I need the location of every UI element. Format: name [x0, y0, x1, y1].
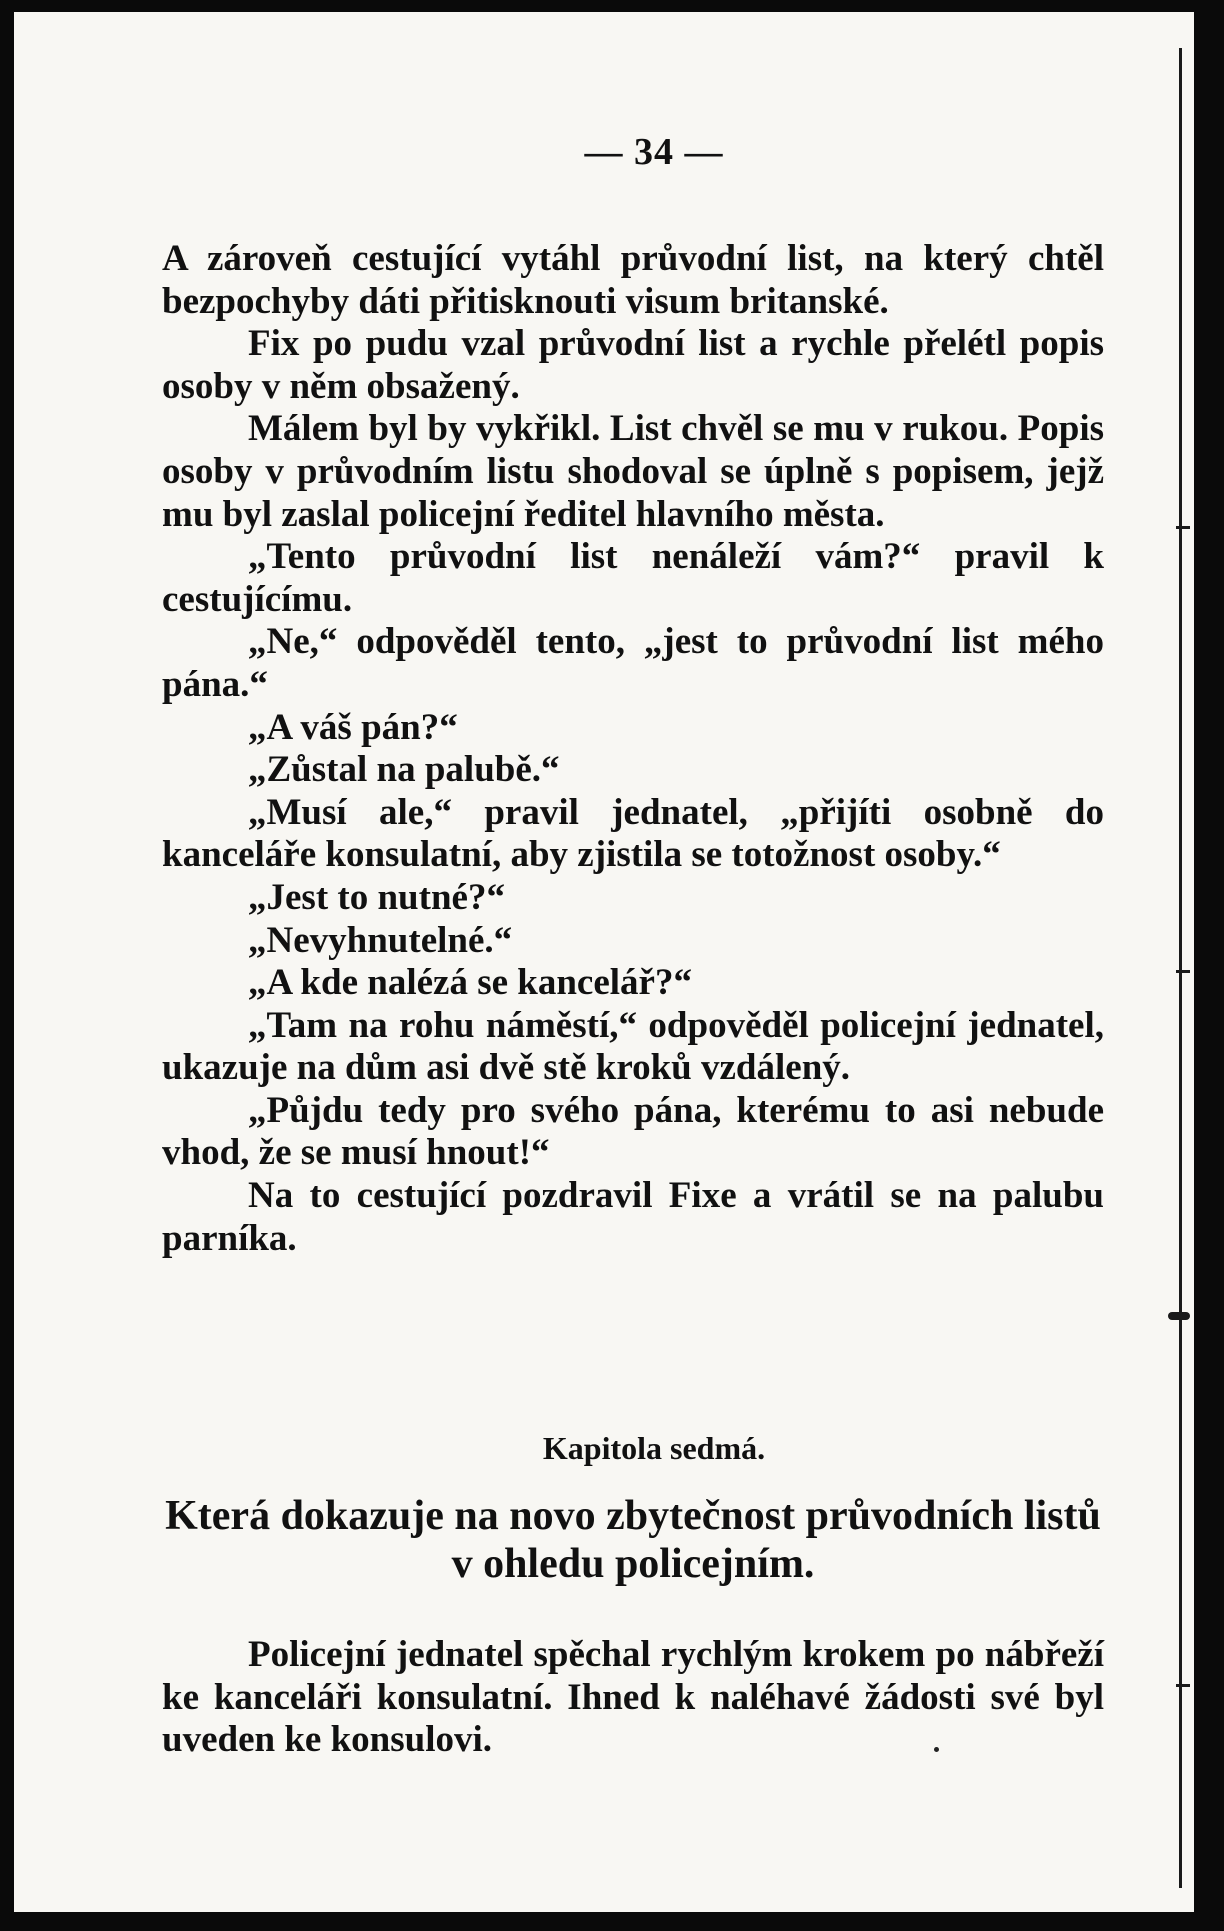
paragraph: A zároveň cestující vytáhl průvodní list, na který chtěl bezpochyby dáti přitisknouti visum britanské. [162, 238, 1104, 322]
paragraph: Policejní jednatel spěchal rychlým krokem po nábřeží ke kanceláři konsulatní. Ihned k naléhavé žádosti své byl uveden ke konsulovi. [162, 1634, 1104, 1761]
paragraph: „Jest to nutné?“ [248, 876, 505, 918]
paragraph: „A kde nalézá se kancelář?“ [248, 962, 692, 1004]
paragraph: „Zůstal na palubě.“ [248, 749, 560, 791]
paragraph: „A váš pán?“ [248, 706, 458, 748]
page-edge-mark [1176, 1684, 1190, 1687]
paragraph: Málem byl by vykřikl. List chvěl se mu v rukou. Popis osoby v průvodním listu shodoval se úplně s popisem, jejž mu byl zaslal policejní ředitel hlavního města. [162, 408, 1104, 535]
page-edge-mark [1176, 526, 1190, 529]
chapter-title: Která dokazuje na novo zbytečnost průvodních listů v ohledu policejním. [165, 1493, 1101, 1587]
paragraph: „Tento průvodní list nenáleží vám?“ pravil k cestujícímu. [162, 536, 1104, 620]
print-speck [934, 1747, 939, 1752]
page-edge-mark [1168, 1312, 1190, 1320]
paragraph: Fix po pudu vzal průvodní list a rychle přelétl popis osoby v něm obsažený. [162, 323, 1104, 407]
paragraph: „Musí ale,“ pravil jednatel, „přijíti osobně do kanceláře konsulatní, aby zjistila se totožnost osoby.“ [162, 791, 1104, 876]
body-text-top [162, 238, 1104, 1260]
paragraph: „Půjdu tedy pro svého pána, kterému to asi nebude vhod, že se musí hnout!“ [162, 1089, 1104, 1174]
book-page [14, 12, 1194, 1912]
paragraph: „Ne,“ odpověděl tento, „jest to průvodní list mého pána.“ [162, 621, 1104, 705]
paragraph: „Tam na rohu náměstí,“ odpověděl policejní jednatel, ukazuje na dům asi dvě stě kroků vzdálený. [162, 1004, 1104, 1089]
page-edge-shadow [1179, 48, 1182, 1888]
paragraph: „Nevyhnutelné.“ [248, 919, 513, 961]
body-text-bottom [162, 1634, 1104, 1762]
page-edge-mark [1176, 970, 1190, 973]
paragraph: Na to cestující pozdravil Fixe a vrátil se na palubu parníka. [162, 1175, 1104, 1259]
chapter-label: Kapitola sedmá. [542, 1430, 766, 1466]
page-number: — 34 — [584, 131, 724, 173]
